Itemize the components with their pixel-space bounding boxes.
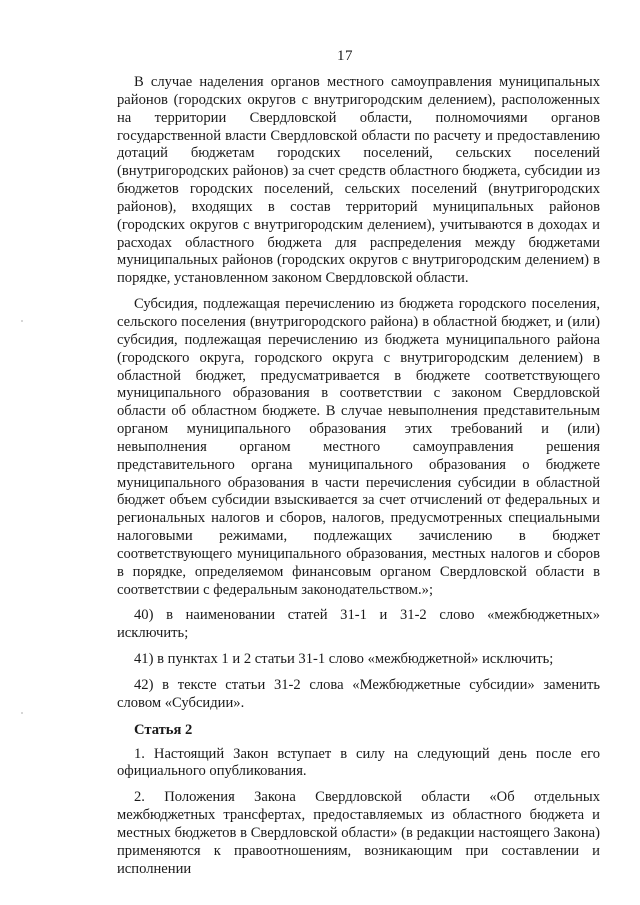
paragraph-item-42: 42) в тексте статьи 31-2 слова «Межбюджетные субсидии» заменить словом «Субсидии».: [117, 677, 600, 711]
article-paragraph-2: 2. Положения Закона Свердловской области «Об отдельных межбюджетных трансфертах, предоставляемых из областного бюджета и местных бюджетов в Свердловской области» (в редакции настоящего Закона) применяются к правоотношениям, возникающим при составлении и исполнении: [117, 789, 600, 877]
article-paragraph-1: 1. Настоящий Закон вступает в силу на следующий день после его официального опубликования.: [117, 745, 600, 780]
paragraph-item-41: 41) в пунктах 1 и 2 статьи 31-1 слово «межбюджетной» исключить;: [134, 651, 554, 668]
page-number: 17: [337, 48, 353, 64]
document-body: [117, 74, 600, 878]
paragraph-subsidy-transfer: Субсидия, подлежащая перечислению из бюджета городского поселения, сельского поселения (внутригородского района) в областной бюджет, и (или) субсидия, подлежащая перечислению из бюджета муниципального района (городского округа, городского округа с внутригородским делением) в областной бюджет, предусматривается в бюджете соответствующего муниципального образования в соответствии с законом Свердловской области об областном бюджете. В случае невыполнения представительным органом муниципального образования этих требований и (или) невыполнения органом местного самоуправления решения представительного органа муниципального образования о бюджете муниципального образования в части перечисления субсидии в областной бюджет объем субсидии взыскивается за счет отчислений от федеральных и региональных налогов и сборов, налогов, предусмотренных специальными налоговыми режимами, подлежащих зачислению в бюджет соответствующего муниципального образования, местных налогов и сборов в порядке, определяемом финансовым органом Свердловской области в соответствии с федеральным законодательством.»;: [117, 296, 600, 598]
scan-mark: [21, 712, 23, 714]
scan-mark: [21, 320, 23, 322]
paragraph-item-40: 40) в наименовании статей 31-1 и 31-2 слово «межбюджетных» исключить;: [117, 607, 600, 642]
article-heading: Статья 2: [134, 721, 193, 738]
paragraph-municipal-delegation: В случае наделения органов местного самоуправления муниципальных районов (городских округов с внутригородским делением), расположенных на территории Свердловской области, полномочиями органов государственной власти Свердловской области по расчету и предоставлению дотаций бюджетам городских поселений, сельских поселений (внутригородских районов) за счет средств областного бюджета, субсидии из бюджетов городских поселений, сельских поселений (внутригородских районов), входящих в состав территорий муниципальных районов (городских округов с внутригородским делением), учитываются в доходах и расходах областного бюджета для распределения между бюджетами муниципальных районов (городских округов с внутригородским делением) в порядке, установленном законом Свердловской области.: [117, 74, 600, 287]
